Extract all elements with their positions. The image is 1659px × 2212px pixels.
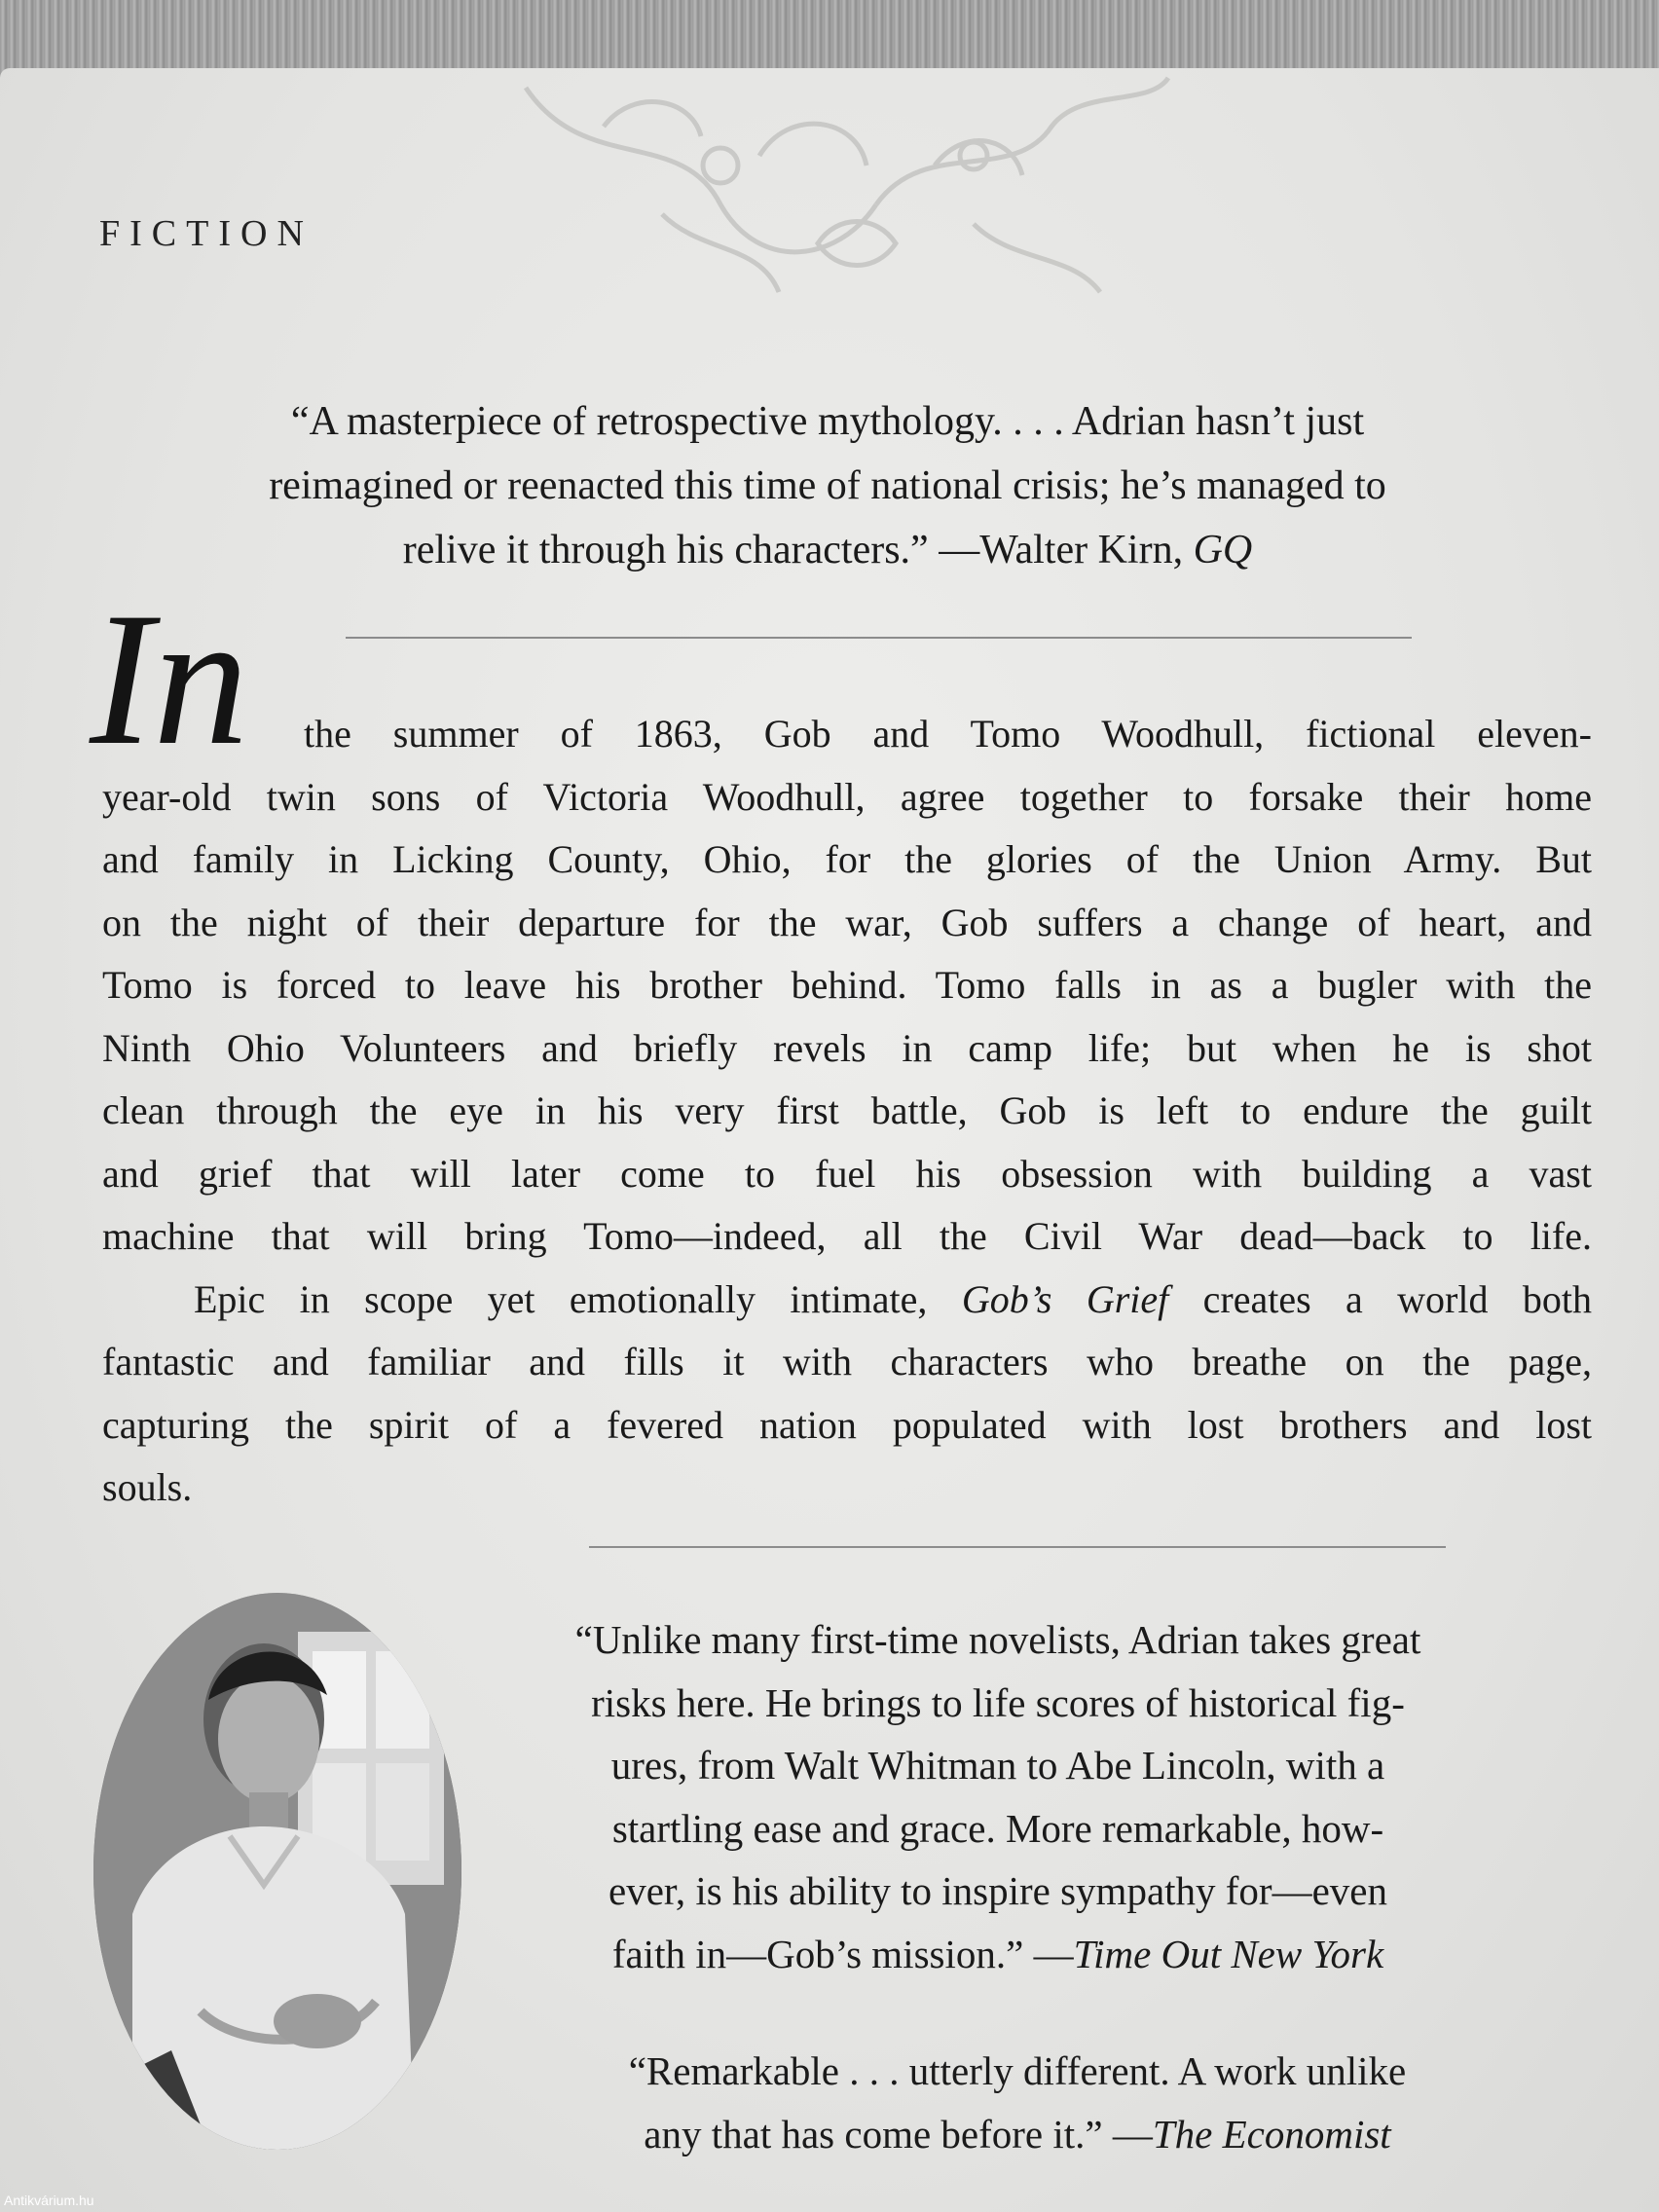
quote-line — [492, 2103, 1543, 2166]
synopsis-line: clean through the eye in his very first battle, Gob is left to endure the guilt — [102, 1088, 1592, 1132]
quote-line: reimagined or reenacted this time of national crisis; he’s managed to — [269, 463, 1386, 508]
author-portrait-icon — [93, 1593, 461, 2150]
synopsis-line: Ninth Ohio Volunteers and briefly revels in camp life; but when he is shot — [102, 1025, 1592, 1070]
synopsis-line: the summer of 1863, Gob and Tomo Woodhull, fictional eleven- — [304, 712, 1592, 756]
synopsis-text: creates a world both — [1168, 1276, 1592, 1321]
book-title: Gob’s Grief — [961, 1276, 1169, 1321]
side-review-quote — [492, 2040, 1543, 2165]
synopsis-line: Tomo is forced to leave his brother behind. Tomo falls in as a bugler with the — [102, 963, 1592, 1007]
quote-line: “Remarkable . . . utterly different. A work unlike — [628, 2048, 1407, 2093]
quote-line — [424, 1923, 1572, 1986]
synopsis-line: capturing the spirit of a fevered nation populated with lost brothers and lost — [102, 1402, 1592, 1447]
quote-line-text: relive it through his characters.” —Walter Kirn, — [402, 528, 1194, 572]
background-strip — [0, 0, 1659, 76]
synopsis-line: and grief that will later come to fuel his obsession with building a vast — [102, 1151, 1592, 1196]
quote-line — [97, 518, 1558, 582]
side-review-quote — [424, 1608, 1572, 1985]
synopsis-line: souls. — [102, 1465, 193, 1509]
decorative-flourish-icon — [467, 68, 1207, 321]
genre-label: FICTION — [99, 213, 313, 254]
quote-source: The Economist — [1152, 2111, 1391, 2157]
quote-line: startling ease and grace. More remarkable, how- — [611, 1805, 1384, 1851]
top-review-quote — [97, 389, 1558, 582]
synopsis-line: and family in Licking County, Ohio, for the glories of the Union Army. But — [102, 837, 1592, 881]
drop-cap: In — [90, 573, 249, 785]
quote-line-text: any that has come before it.” — — [644, 2111, 1153, 2157]
synopsis-line — [102, 1269, 1592, 1332]
divider-rule — [346, 637, 1412, 639]
synopsis — [102, 703, 1592, 1520]
synopsis-line: year-old twin sons of Victoria Woodhull, agree together to forsake their home — [102, 774, 1592, 819]
quote-line-text: faith in—Gob’s mission.” — — [611, 1931, 1074, 1976]
quote-line: ures, from Walt Whitman to Abe Lincoln, with a — [610, 1743, 1385, 1788]
synopsis-line: fantastic and familiar and fills it with characters who breathe on the page, — [102, 1340, 1592, 1383]
quote-line: “Unlike many first-time novelists, Adrian takes great — [574, 1617, 1421, 1662]
synopsis-text: Epic in scope yet emotionally intimate, — [194, 1276, 962, 1321]
divider-rule — [589, 1546, 1446, 1548]
quote-line: ever, is his ability to inspire sympathy for—even — [608, 1868, 1387, 1913]
watermark: Antikvárium.hu — [4, 2193, 94, 2208]
author-photo — [93, 1593, 461, 2150]
quote-source: Time Out New York — [1073, 1931, 1384, 1976]
quote-source: GQ — [1193, 528, 1253, 572]
quote-line: “A masterpiece of retrospective mythology. . . . Adrian hasn’t just — [290, 399, 1365, 444]
synopsis-line: machine that will bring Tomo—indeed, all the Civil War dead—back to life. — [102, 1214, 1592, 1258]
synopsis-line: on the night of their departure for the war, Gob suffers a change of heart, and — [102, 900, 1592, 944]
quote-line: risks here. He brings to life scores of historical fig- — [591, 1679, 1405, 1725]
